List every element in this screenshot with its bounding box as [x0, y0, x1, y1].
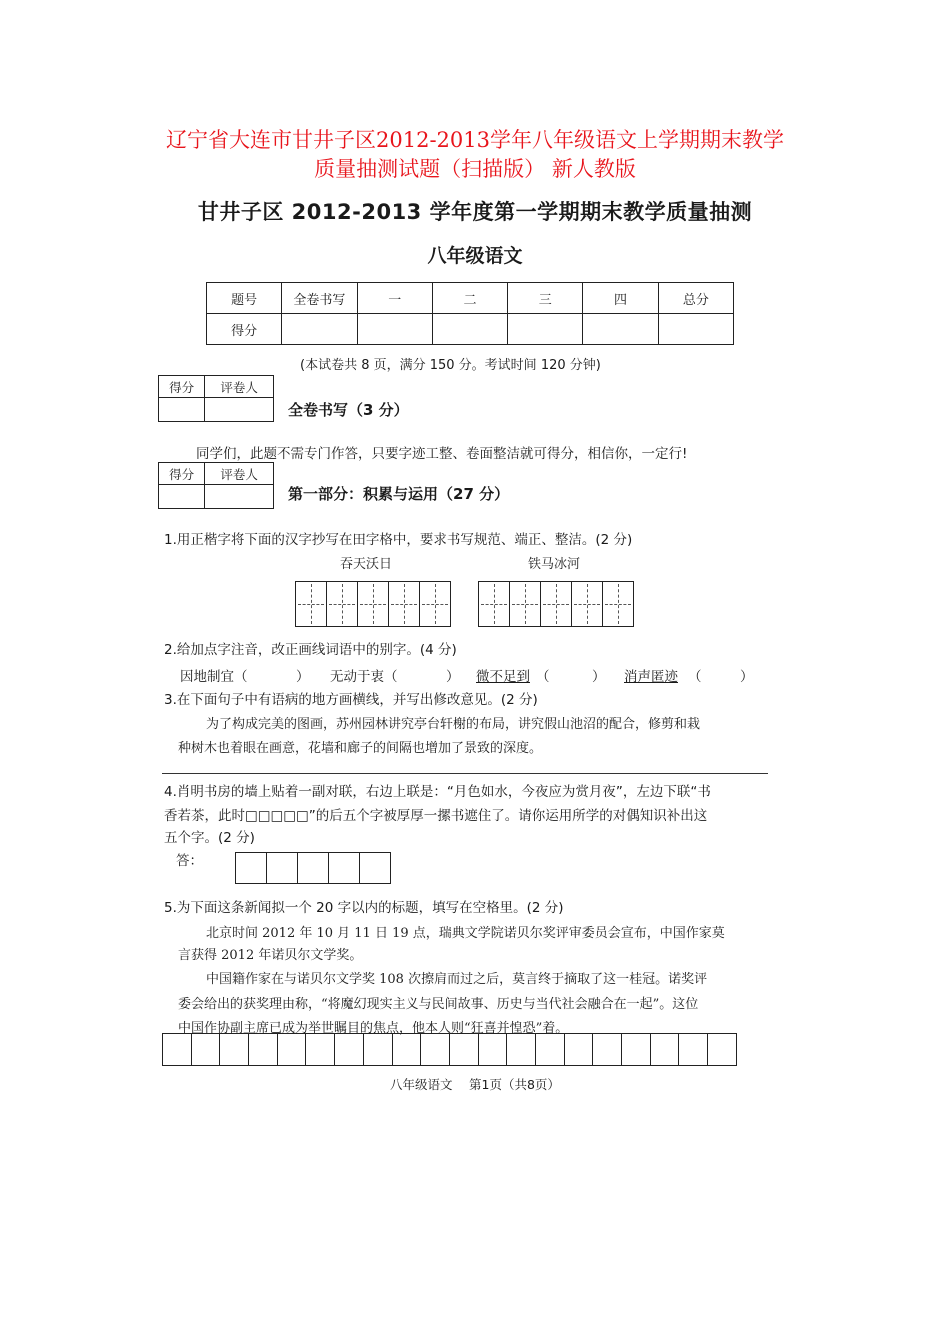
answer-line — [162, 773, 768, 774]
q2-item-2-close: ） — [446, 669, 460, 685]
score-table — [206, 282, 734, 345]
q5-news-p2-line3: 中国作协副主席已成为举世瞩目的焦点，他本人则“狂喜并惶恐”着。 — [178, 1021, 569, 1036]
q4-answer-label: 答： — [176, 853, 203, 869]
q2-item-3: 微不足到 — [476, 669, 530, 685]
grader-box-cell[interactable] — [205, 398, 274, 422]
score-cell[interactable] — [357, 314, 432, 345]
exam-subject: 八年级语文 — [427, 245, 523, 267]
q2-item-4-open: （ — [688, 669, 702, 685]
grader-box-grader-label: 评卷人 — [205, 376, 274, 398]
q3-sentence-line1: 为了构成完美的图画，苏州园林讲究亭台轩榭的布局，讲究假山池沼的配合，修剪和栽 — [206, 717, 701, 732]
score-table-header: 一 — [357, 283, 432, 314]
document-title-line2: 质量抽测试题（扫描版） 新人教版 — [314, 157, 636, 181]
score-table-header: 题号 — [207, 283, 282, 314]
score-table-header: 全卷书写 — [282, 283, 357, 314]
q2-item-1: 因地制宜（ — [180, 669, 248, 685]
q2-item-3-close: ） — [592, 669, 606, 685]
score-table-header: 四 — [583, 283, 658, 314]
grader-box — [158, 462, 274, 509]
q2-item-2: 无动于衷（ — [330, 669, 398, 685]
q5-news-p2-line2: 委会给出的获奖理由称，“将魔幻现实主义与民间故事、历史与当代社会融合在一起”。这位 — [178, 997, 699, 1012]
question-5: 5.为下面这条新闻拟一个 20 字以内的标题，填写在空格里。(2 分) — [164, 900, 564, 916]
question-3: 3.在下面句子中有语病的地方画横线，并写出修改意见。(2 分) — [164, 692, 538, 708]
q2-item-4-close: ） — [740, 669, 754, 685]
score-cell[interactable] — [282, 314, 357, 345]
q1-word-1: 吞天沃日 — [340, 557, 393, 572]
tianzige-grid-2[interactable] — [478, 581, 634, 627]
page-footer: 八年级语文 第1页（共8页） — [390, 1077, 560, 1092]
q4-answer-boxes[interactable] — [235, 852, 391, 884]
score-table-header: 二 — [432, 283, 507, 314]
q5-title-answer-grid[interactable] — [162, 1033, 737, 1066]
score-table-row-label: 得分 — [207, 314, 282, 345]
q5-news-p1-line1: 北京时间 2012 年 10 月 11 日 19 点，瑞典文学院诺贝尔奖评审委员会宣布，中国作家莫 — [206, 926, 725, 941]
question-4-line2: 香若茶，此时□□□□□”的后五个字被厚厚一摞书遮住了。请你运用所学的对偶知识补出这 — [164, 808, 708, 824]
exam-note: (本试卷共 8 页，满分 150 分。考试时间 120 分钟) — [300, 358, 601, 373]
grader-box — [158, 375, 274, 422]
q3-sentence-line2: 种树木也着眼在画意，花墙和廊子的间隔也增加了景致的深度。 — [178, 741, 543, 756]
score-cell[interactable] — [583, 314, 658, 345]
grader-box-score-label: 得分 — [159, 463, 205, 485]
question-4-line1: 4.肖明书房的墙上贴着一副对联，右边上联是：“月色如水，今夜应为赏月夜”，左边下联“书 — [164, 784, 711, 800]
handwriting-section-text: 同学们，此题不需专门作答，只要字迹工整、卷面整洁就可得分，相信你，一定行! — [196, 446, 688, 462]
score-cell[interactable] — [658, 314, 733, 345]
score-table-header: 总分 — [658, 283, 733, 314]
grader-box-cell[interactable] — [159, 485, 205, 509]
handwriting-section-title: 全卷书写（3 分） — [288, 401, 409, 419]
score-cell[interactable] — [508, 314, 583, 345]
exam-title: 甘井子区 2012-2013 学年度第一学期期末教学质量抽测 — [197, 200, 753, 224]
q2-item-4: 消声匿迹 — [624, 669, 678, 685]
q5-news-p2-line1: 中国籍作家在与诺贝尔文学奖 108 次擦肩而过之后，莫言终于摘取了这一桂冠。诺奖评 — [206, 972, 708, 987]
question-2: 2.给加点字注音，改正画线词语中的别字。(4 分) — [164, 642, 457, 658]
document-title-line1: 辽宁省大连市甘井子区2012-2013学年八年级语文上学期期末教学 — [166, 128, 784, 152]
score-cell[interactable] — [432, 314, 507, 345]
grader-box-grader-label: 评卷人 — [205, 463, 274, 485]
q2-item-1-close: ） — [296, 669, 310, 685]
section1-title: 第一部分：积累与运用（27 分） — [288, 485, 510, 503]
grader-box-score-label: 得分 — [159, 376, 205, 398]
q5-news-p1-line2: 言获得 2012 年诺贝尔文学奖。 — [178, 948, 363, 963]
tianzige-grid-1[interactable] — [295, 581, 451, 627]
q1-word-2: 铁马冰河 — [528, 557, 581, 572]
grader-box-cell[interactable] — [159, 398, 205, 422]
grader-box-cell[interactable] — [205, 485, 274, 509]
question-4-line3: 五个字。(2 分) — [164, 830, 255, 846]
question-1: 1.用正楷字将下面的汉字抄写在田字格中，要求书写规范、端正、整洁。(2 分) — [164, 532, 633, 548]
q2-item-3-open: （ — [536, 669, 550, 685]
score-table-header: 三 — [508, 283, 583, 314]
